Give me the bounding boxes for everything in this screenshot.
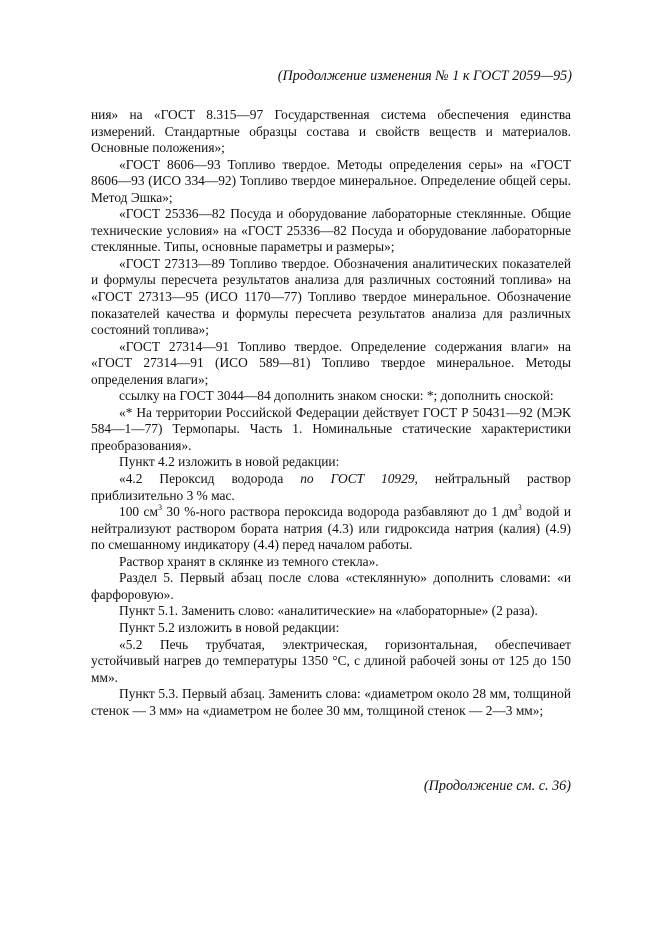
superscript-cube: 3 — [157, 502, 162, 512]
item-4-2-italic-reference: по ГОСТ 10929 — [300, 471, 415, 487]
paragraph-item-4-2-intro: Пункт 4.2 изложить в новой редакции: — [119, 454, 340, 470]
solution-text-b: 30 %-ного раствора пероксида водорода разбавляют до 1 дм — [161, 504, 518, 520]
running-footer: (Продолжение см. с. 36) — [423, 778, 571, 794]
paragraph-item-5-2-intro: Пункт 5.2 изложить в новой редакции: — [119, 619, 340, 635]
paragraph-gost-27314: «ГОСТ 27314—91 Топливо твердое. Определение содержания влаги» на «ГОСТ 27314—91 (ИСО 589—81) Топливо твердое минеральное. Методы определения влаги»; — [91, 338, 571, 387]
paragraph-continuation: ния» на «ГОСТ 8.315—97 Государственная система обеспечения единства измерений. Стандартные образцы состава и свойств веществ и материалов. Основные положения»; — [91, 107, 571, 156]
paragraph-gost-27313: «ГОСТ 27313—89 Топливо твердое. Обозначения аналитических показателей и формулы пересчета результатов анализа для различных состояний топлива» на «ГОСТ 27313—95 (ИСО 1170—77) Топливо твердое минеральное. Обозначение показателей качества и формулы пересчета результатов анализа для различных состояний топлива»; — [91, 255, 571, 338]
paragraph-gost-25336: «ГОСТ 25336—82 Посуда и оборудование лабораторные стеклянные. Общие технические условия» на «ГОСТ 25336—82 Посуда и оборудование лабораторные стеклянные. Типы, основные параметры и размеры»; — [91, 206, 571, 255]
item-4-2-end: , нейтральный раствор приблизительно 3 % мас. — [91, 471, 572, 503]
item-4-2-start: «4.2 Пероксид водорода — [119, 471, 301, 487]
solution-text-c: водой и нейтрализуют раствором бората натрия (4.3) или гидроксида натрия (калия) (4.9) по смешанному индикатору (4.4) перед началом работы. — [91, 504, 571, 553]
running-header: (Продолжение изменения № 1 к ГОСТ 2059—95) — [277, 68, 572, 84]
paragraph-section-5: Раздел 5. Первый абзац после слова «стеклянную» дополнить словами: «и фарфоровую». — [91, 570, 571, 602]
paragraph-item-5-2: «5.2 Печь трубчатая, электрическая, горизонтальная, обеспечивает устойчивый нагрев до температуры 1350 °С, с длиной рабочей зоны от 125 до 150 мм». — [91, 636, 571, 685]
document-body — [91, 107, 571, 719]
paragraph-footnote-text: «* На территории Российской Федерации действует ГОСТ Р 50431—92 (МЭК 584—1—77) Термопары. Часть 1. Номинальные статические характеристики преобразования». — [91, 404, 571, 453]
paragraph-item-5-3: Пункт 5.3. Первый абзац. Заменить слова: «диаметром около 28 мм, толщиной стенок — 3 мм» на «диаметром не более 30 мм, толщиной стенок — 2—3 мм»; — [91, 686, 571, 718]
paragraph-item-4-2 — [91, 471, 571, 504]
paragraph-storage: Раствор хранят в склянке из темного стекла». — [119, 553, 379, 569]
superscript-cube: 3 — [517, 502, 522, 512]
paragraph-gost-8606: «ГОСТ 8606—93 Топливо твердое. Методы определения серы» на «ГОСТ 8606—93 (ИСО 334—92) Топливо твердое минеральное. Определение общей серы. Метод Эшка»; — [91, 156, 571, 205]
paragraph-solution-preparation — [91, 504, 571, 554]
solution-text-a: 100 см — [119, 504, 158, 520]
paragraph-gost-3044-reference: ссылку на ГОСТ 3044—84 дополнить знаком сноски: *; дополнить сноской: — [119, 388, 554, 404]
paragraph-item-5-1: Пункт 5.1. Заменить слово: «аналитические» на «лабораторные» (2 раза). — [119, 603, 538, 619]
